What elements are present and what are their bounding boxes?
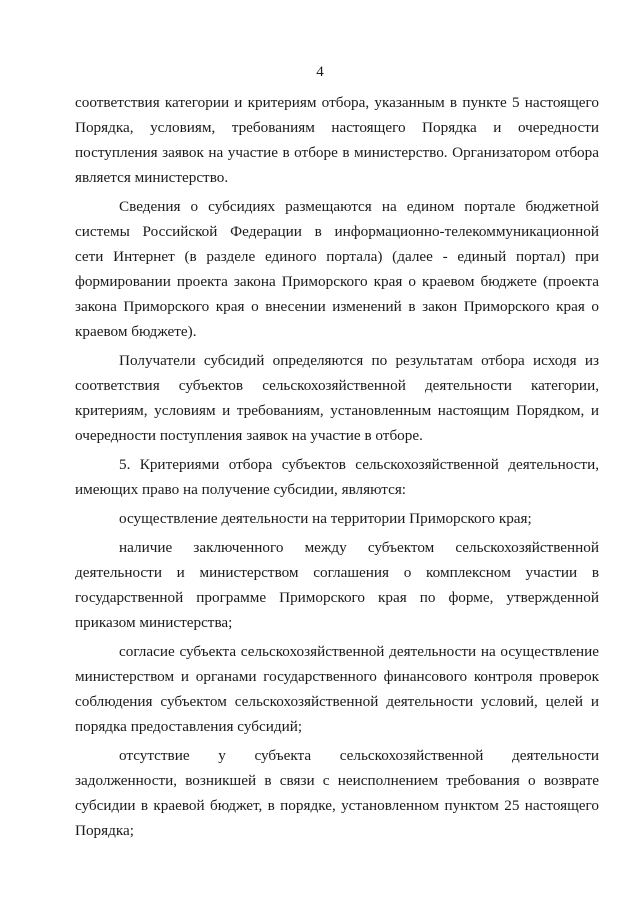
text-line: согласие субъекта сельскохозяйственной деятельности на осуществление: [119, 643, 599, 660]
paragraph: [75, 452, 599, 502]
text-line: краевом бюджете).: [75, 323, 197, 340]
text-line: Сведения о субсидиях размещаются на едином портале бюджетной: [119, 198, 599, 215]
text-line: формировании проекта закона Приморского края о краевом бюджете (проекта: [75, 273, 599, 290]
paragraph: [75, 348, 599, 448]
text-line: Порядка, условиям, требованиям настоящего Порядка и очередности: [75, 119, 599, 136]
text-line: соответствия категории и критериям отбора, указанным в пункте 5 настоящего: [75, 94, 599, 111]
paragraph: [75, 506, 599, 531]
paragraph: [75, 535, 599, 635]
text-line: отсутствие у субъекта сельскохозяйственной деятельности: [119, 747, 599, 764]
text-line: осуществление деятельности на территории Приморского края;: [119, 510, 532, 527]
text-line: очередности поступления заявок на участие в отборе.: [75, 427, 423, 444]
text-line: закона Приморского края о внесении изменений в закон Приморского края о: [75, 298, 599, 315]
text-line: приказом министерства;: [75, 614, 233, 631]
text-line: имеющих право на получение субсидии, являются:: [75, 481, 407, 498]
text-line: деятельности и министерством соглашения о комплексном участии в: [75, 564, 599, 581]
text-line: порядка предоставления субсидий;: [75, 718, 303, 735]
text-line: наличие заключенного между субъектом сельскохозяйственной: [119, 539, 599, 556]
text-line: критериям, условиям и требованиям, установленным настоящим Порядком, и: [75, 402, 599, 419]
paragraph: [75, 639, 599, 739]
text-line: системы Российской Федерации в информационно-телекоммуникационной: [75, 223, 599, 240]
text-line: поступления заявок на участие в отборе в министерство. Организатором отбора: [75, 144, 599, 161]
text-line: задолженности, возникшей в связи с неисполнением требования о возврате: [75, 772, 599, 789]
paragraph: [75, 743, 599, 843]
text-line: сети Интернет (в разделе единого портала) (далее - единый портал) при: [75, 248, 599, 265]
paragraph: [75, 194, 599, 344]
text-line: субсидии в краевой бюджет, в порядке, установленном пунктом 25 настоящего: [75, 797, 599, 814]
body-text: [75, 90, 599, 843]
text-line: соблюдения субъектом сельскохозяйственной деятельности условий, целей и: [75, 693, 599, 710]
text-line: 5. Критериями отбора субъектов сельскохозяйственной деятельности,: [119, 456, 599, 473]
text-line: министерством и органами государственного финансового контроля проверок: [75, 668, 599, 685]
text-line: государственной программе Приморского края по форме, утвержденной: [75, 589, 599, 606]
text-line: является министерство.: [75, 169, 229, 186]
text-line: соответствия субъектов сельскохозяйственной деятельности категории,: [75, 377, 599, 394]
text-line: Получатели субсидий определяются по результатам отбора исходя из: [119, 352, 599, 369]
text-line: Порядка;: [75, 822, 134, 839]
page-number: 4: [316, 64, 324, 80]
paragraph: [75, 90, 599, 190]
